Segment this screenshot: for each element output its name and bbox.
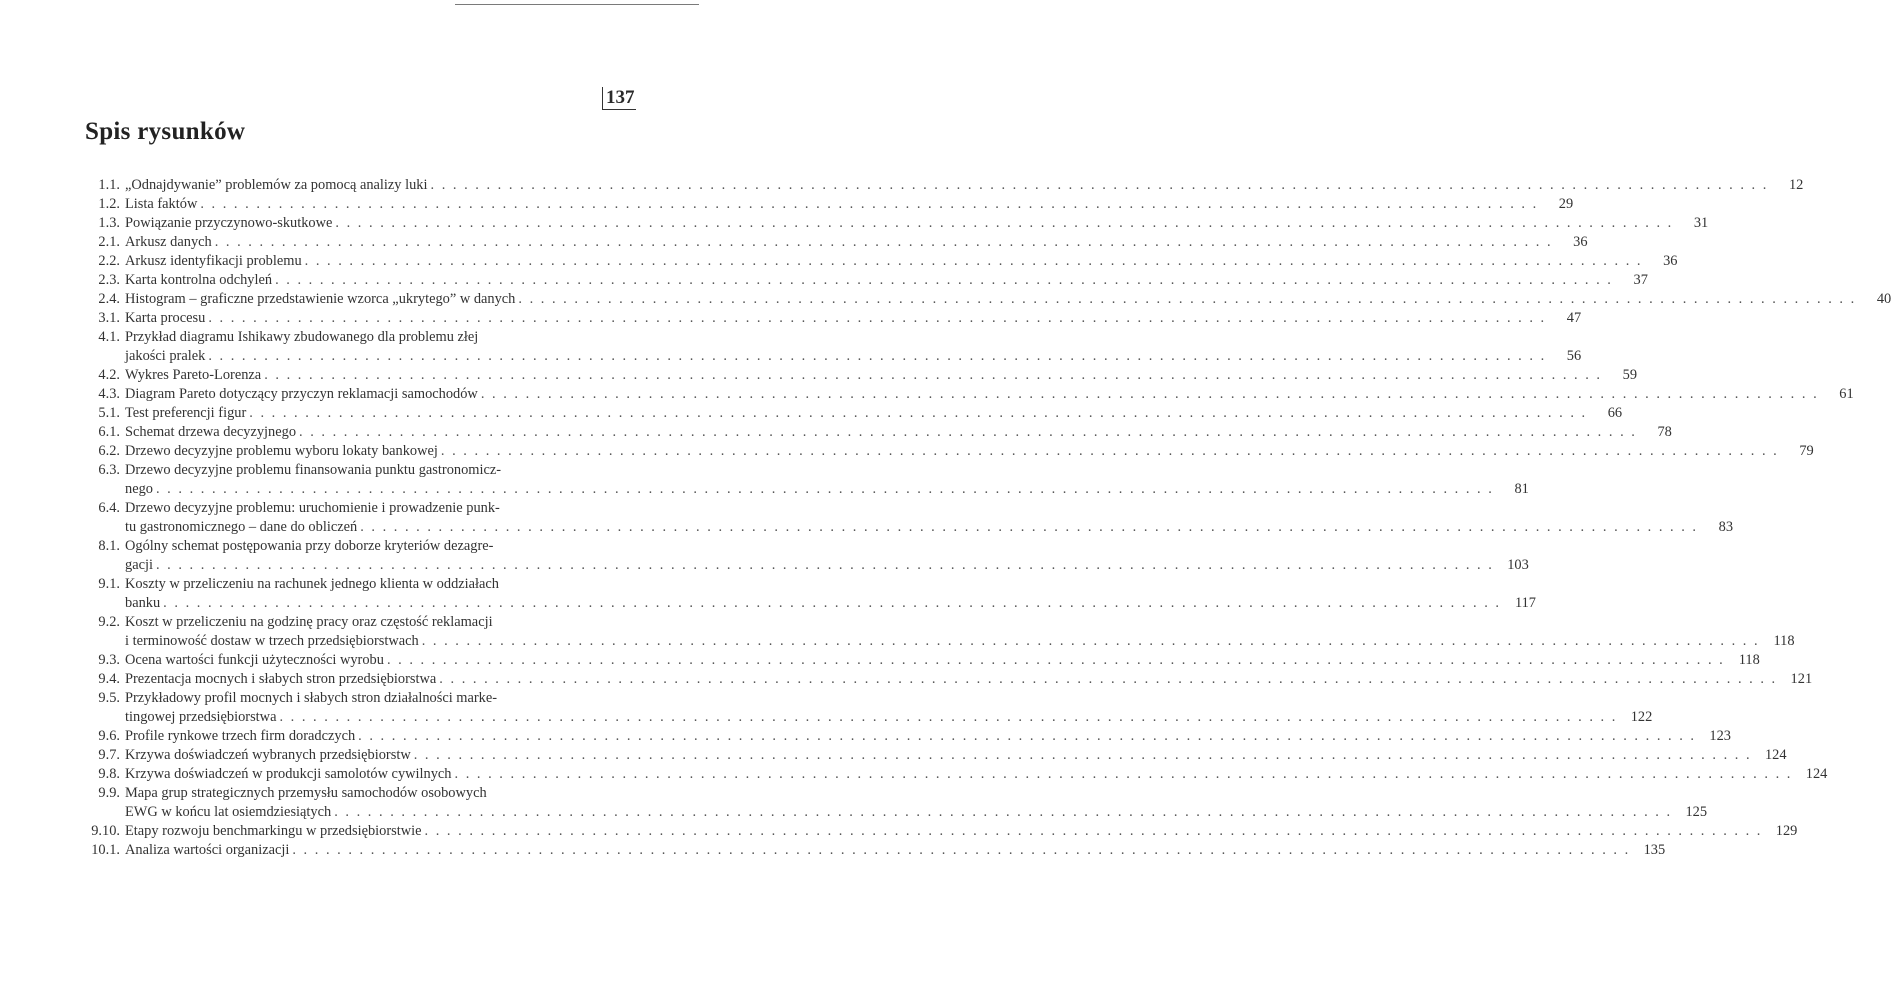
- figure-title-line: Mapa grup strategicznych przemysłu samochodów osobowych: [125, 785, 487, 801]
- figure-title-line: tingowej przedsiębiorstwa: [125, 709, 277, 725]
- page-ref: 103: [1507, 557, 1529, 573]
- figure-title-line: Arkusz identyfikacji problemu: [125, 253, 302, 269]
- figure-number: 9.3.: [98, 652, 120, 668]
- figure-number: 4.2.: [98, 367, 120, 383]
- figure-number: 9.2.: [98, 614, 120, 630]
- dot-leader: . . . . . . . . . . . . . . . . . . . . . . . . . . . . . . . . . . . . . . . . . . . . . . . . . . . . . . . . . . . . . . . . . . . . . . . . . . . . . . . . . . . . . . . . . . . . . . . . . . . . . . . . . . . . . . . . . . . . . . . .: [480, 386, 1819, 402]
- dot-leader: . . . . . . . . . . . . . . . . . . . . . . . . . . . . . . . . . . . . . . . . . . . . . . . . . . . . . . . . . . . . . . . . . . . . . . . . . . . . . . . . . . . . . . . . . . . . . . . . . . . . . . . . . . . . . . . . . . . . . . . .: [430, 177, 1769, 193]
- page-ref: 83: [1718, 519, 1734, 535]
- header-rule: [455, 4, 699, 5]
- dot-leader: . . . . . . . . . . . . . . . . . . . . . . . . . . . . . . . . . . . . . . . . . . . . . . . . . . . . . . . . . . . . . . . . . . . . . . . . . . . . . . . . . . . . . . . . . . . . . . . . . . . . . . . . . . . . . . . . . . . . . . . .: [155, 557, 1494, 573]
- figure-title-line: banku: [125, 595, 161, 611]
- figure-title-line: Krzywa doświadczeń w produkcji samolotów cywilnych: [125, 766, 452, 782]
- dot-leader: . . . . . . . . . . . . . . . . . . . . . . . . . . . . . . . . . . . . . . . . . . . . . . . . . . . . . . . . . . . . . . . . . . . . . . . . . . . . . . . . . . . . . . . . . . . . . . . . . . . . . . . . . . . . . . . . . . . . . . . .: [358, 728, 1696, 744]
- page-ref: 123: [1709, 728, 1731, 744]
- page-ref: 31: [1693, 215, 1709, 231]
- dot-leader: . . . . . . . . . . . . . . . . . . . . . . . . . . . . . . . . . . . . . . . . . . . . . . . . . . . . . . . . . . . . . . . . . . . . . . . . . . . . . . . . . . . . . . . . . . . . . . . . . . . . . . . . . . . . . . . . . . . . . . . .: [424, 823, 1763, 839]
- toc-entry: [84, 613, 1795, 651]
- page-ref: 61: [1839, 386, 1854, 402]
- toc-entry: [84, 233, 1588, 252]
- dot-leader: . . . . . . . . . . . . . . . . . . . . . . . . . . . . . . . . . . . . . . . . . . . . . . . . . . . . . . . . . . . . . . . . . . . . . . . . . . . . . . . . . . . . . . . . . . . . . . . . . . . . . . . . . . . . . . . . . . . . . . . .: [200, 196, 1539, 212]
- toc-entry: [84, 822, 1798, 841]
- figure-title-line: nego: [125, 481, 153, 497]
- figure-title-line: Arkusz danych: [125, 234, 212, 250]
- figure-number: 1.3.: [98, 215, 120, 231]
- figure-title-line: gacji: [125, 557, 153, 573]
- page-ref: 29: [1558, 196, 1574, 212]
- figure-title-line: „Odnajdywanie” problemów za pomocą analizy luki: [125, 177, 428, 193]
- figure-title-line: i terminowość dostaw w trzech przedsiębiorstwach: [125, 633, 419, 649]
- toc-entry: [84, 727, 1731, 746]
- figure-number: 9.10.: [91, 823, 120, 839]
- figure-title-line: jakości pralek: [125, 348, 206, 364]
- figure-number: 6.1.: [98, 424, 120, 440]
- figure-number: 9.9.: [98, 785, 120, 801]
- figure-title-line: Ogólny schemat postępowania przy doborze kryteriów dezagre-: [125, 538, 494, 554]
- toc-entry: [84, 385, 1854, 404]
- page-ref: 66: [1607, 405, 1623, 421]
- figure-number: 10.1.: [91, 842, 120, 858]
- figure-number: 4.3.: [98, 386, 120, 402]
- dot-leader: . . . . . . . . . . . . . . . . . . . . . . . . . . . . . . . . . . . . . . . . . . . . . . . . . . . . . . . . . . . . . . . . . . . . . . . . . . . . . . . . . . . . . . . . . . . . . . . . . . . . . . . . . . . . . . . . . . . . . . . .: [454, 766, 1793, 782]
- figure-number: 9.6.: [98, 728, 120, 744]
- page-ref: 124: [1805, 766, 1828, 782]
- dot-leader: . . . . . . . . . . . . . . . . . . . . . . . . . . . . . . . . . . . . . . . . . . . . . . . . . . . . . . . . . . . . . . . . . . . . . . . . . . . . . . . . . . . . . . . . . . . . . . . . . . . . . . . . . . . . . . . . . . . . . . . .: [214, 234, 1553, 250]
- page-ref: 56: [1566, 348, 1582, 364]
- page-ref: 117: [1514, 595, 1537, 611]
- dot-leader: . . . . . . . . . . . . . . . . . . . . . . . . . . . . . . . . . . . . . . . . . . . . . . . . . . . . . . . . . . . . . . . . . . . . . . . . . . . . . . . . . . . . . . . . . . . . . . . . . . . . . . . . . . . . . . . . . . . . . . . .: [413, 747, 1752, 763]
- figure-title-line: Przykład diagramu Ishikawy zbudowanego dla problemu złej: [125, 329, 479, 345]
- page-ref: 78: [1657, 424, 1672, 440]
- page-ref: 36: [1663, 253, 1678, 269]
- figure-number: 1.2.: [98, 196, 120, 212]
- figure-number: 9.5.: [98, 690, 120, 706]
- figure-number: 6.2.: [98, 443, 120, 459]
- toc-entry: [84, 689, 1653, 727]
- page-ref: 79: [1799, 443, 1814, 459]
- figure-title-line: tu gastronomicznego – dane do obliczeń: [125, 519, 358, 535]
- figure-title-line: Wykres Pareto-Lorenza: [125, 367, 262, 383]
- figure-number: 2.2.: [98, 253, 120, 269]
- figure-number: 4.1.: [98, 329, 120, 345]
- dot-leader: . . . . . . . . . . . . . . . . . . . . . . . . . . . . . . . . . . . . . . . . . . . . . . . . . . . . . . . . . . . . . . . . . . . . . . . . . . . . . . . . . . . . . . . . . . . . . . . . . . . . . . . . . . . . . . . . . . . . . . . .: [163, 595, 1502, 611]
- toc-entry: [84, 784, 1708, 822]
- page-ref: 135: [1643, 842, 1666, 858]
- toc-entry: [84, 214, 1709, 233]
- toc-entry: [84, 195, 1574, 214]
- page-title: Spis rysunków: [85, 118, 246, 145]
- dot-leader: . . . . . . . . . . . . . . . . . . . . . . . . . . . . . . . . . . . . . . . . . . . . . . . . . . . . . . . . . . . . . . . . . . . . . . . . . . . . . . . . . . . . . . . . . . . . . . . . . . . . . . . . . . . . . . . . . . . . . . . .: [275, 272, 1613, 288]
- dot-leader: . . . . . . . . . . . . . . . . . . . . . . . . . . . . . . . . . . . . . . . . . . . . . . . . . . . . . . . . . . . . . . . . . . . . . . . . . . . . . . . . . . . . . . . . . . . . . . . . . . . . . . . . . . . . . . . . . . . . . . . .: [439, 671, 1778, 687]
- toc-entry: [84, 252, 1678, 271]
- figure-number: 9.7.: [98, 747, 120, 763]
- toc-entry: [84, 423, 1672, 442]
- figure-number: 5.1.: [98, 405, 120, 421]
- figure-title-line: Drzewo decyzyjne problemu finansowania punktu gastronomicz-: [125, 462, 502, 478]
- figure-title-line: Lista faktów: [125, 196, 198, 212]
- figure-title-line: Profile rynkowe trzech firm doradczych: [125, 728, 356, 744]
- figure-title-line: Przykładowy profil mocnych i słabych stron działalności marke-: [125, 690, 498, 706]
- page-ref: 124: [1764, 747, 1787, 763]
- figure-title-line: Karta procesu: [125, 310, 206, 326]
- figure-number: 9.4.: [98, 671, 120, 687]
- figure-number: 3.1.: [98, 310, 120, 326]
- page-ref: 36: [1573, 234, 1588, 250]
- toc-entry: [84, 309, 1582, 328]
- page-ref: 12: [1788, 177, 1804, 193]
- dot-leader: . . . . . . . . . . . . . . . . . . . . . . . . . . . . . . . . . . . . . . . . . . . . . . . . . . . . . . . . . . . . . . . . . . . . . . . . . . . . . . . . . . . . . . . . . . . . . . . . . . . . . . . . . . . . . . . . . . . . . . . .: [360, 519, 1699, 535]
- page-ref: 122: [1630, 709, 1653, 725]
- figure-title-line: Krzywa doświadczeń wybranych przedsiębiorstw: [125, 747, 411, 763]
- dot-leader: . . . . . . . . . . . . . . . . . . . . . . . . . . . . . . . . . . . . . . . . . . . . . . . . . . . . . . . . . . . . . . . . . . . . . . . . . . . . . . . . . . . . . . . . . . . . . . . . . . . . . . . . . . . . . . . . . . . . . . . .: [518, 291, 1857, 307]
- figure-number: 8.1.: [98, 538, 120, 554]
- dot-leader: . . . . . . . . . . . . . . . . . . . . . . . . . . . . . . . . . . . . . . . . . . . . . . . . . . . . . . . . . . . . . . . . . . . . . . . . . . . . . . . . . . . . . . . . . . . . . . . . . . . . . . . . . . . . . . . . . . . . . . . .: [292, 842, 1631, 858]
- dot-leader: . . . . . . . . . . . . . . . . . . . . . . . . . . . . . . . . . . . . . . . . . . . . . . . . . . . . . . . . . . . . . . . . . . . . . . . . . . . . . . . . . . . . . . . . . . . . . . . . . . . . . . . . . . . . . . . . . . . . . . . .: [249, 405, 1588, 421]
- dot-leader: . . . . . . . . . . . . . . . . . . . . . . . . . . . . . . . . . . . . . . . . . . . . . . . . . . . . . . . . . . . . . . . . . . . . . . . . . . . . . . . . . . . . . . . . . . . . . . . . . . . . . . . . . . . . . . . . . . . . . . . .: [299, 424, 1637, 440]
- figure-number: 9.1.: [98, 576, 120, 592]
- dot-leader: . . . . . . . . . . . . . . . . . . . . . . . . . . . . . . . . . . . . . . . . . . . . . . . . . . . . . . . . . . . . . . . . . . . . . . . . . . . . . . . . . . . . . . . . . . . . . . . . . . . . . . . . . . . . . . . . . . . . . . . .: [208, 310, 1547, 326]
- list-of-figures: [84, 176, 1891, 860]
- figure-title-line: Ocena wartości funkcji użyteczności wyrobu: [125, 652, 384, 668]
- figure-title-line: Powiązanie przyczynowo-skutkowe: [125, 215, 333, 231]
- figure-title-line: Drzewo decyzyjne problemu: uruchomienie i prowadzenie punk-: [125, 500, 500, 516]
- figure-title-line: Drzewo decyzyjne problemu wyboru lokaty bankowej: [125, 443, 438, 459]
- figure-number: 6.3.: [98, 462, 120, 478]
- page-ref: 47: [1566, 310, 1582, 326]
- figure-number: 2.4.: [98, 291, 120, 307]
- toc-entry: [84, 176, 1804, 195]
- toc-entry: [84, 537, 1529, 575]
- dot-leader: . . . . . . . . . . . . . . . . . . . . . . . . . . . . . . . . . . . . . . . . . . . . . . . . . . . . . . . . . . . . . . . . . . . . . . . . . . . . . . . . . . . . . . . . . . . . . . . . . . . . . . . . . . . . . . . . . . . . . . . .: [335, 215, 1674, 231]
- toc-entry: [84, 366, 1638, 385]
- figure-title-line: Schemat drzewa decyzyjnego: [125, 424, 297, 440]
- figure-number: 2.1.: [98, 234, 120, 250]
- figure-title-line: Prezentacja mocnych i słabych stron przedsiębiorstwa: [125, 671, 437, 687]
- toc-entry: [84, 575, 1537, 613]
- page-ref: 118: [1773, 633, 1795, 649]
- figure-title-line: Koszt w przeliczeniu na godzinę pracy oraz częstość reklamacji: [125, 614, 493, 630]
- page-ref: 129: [1775, 823, 1798, 839]
- toc-entry: [84, 271, 1648, 290]
- toc-entry: [84, 841, 1666, 860]
- toc-entry: [84, 461, 1529, 499]
- page-ref: 40: [1876, 291, 1891, 307]
- dot-leader: . . . . . . . . . . . . . . . . . . . . . . . . . . . . . . . . . . . . . . . . . . . . . . . . . . . . . . . . . . . . . . . . . . . . . . . . . . . . . . . . . . . . . . . . . . . . . . . . . . . . . . . . . . . . . . . . . . . . . . . .: [155, 481, 1494, 497]
- page-ref: 118: [1738, 652, 1760, 668]
- dot-leader: . . . . . . . . . . . . . . . . . . . . . . . . . . . . . . . . . . . . . . . . . . . . . . . . . . . . . . . . . . . . . . . . . . . . . . . . . . . . . . . . . . . . . . . . . . . . . . . . . . . . . . . . . . . . . . . . . . . . . . . .: [304, 253, 1643, 269]
- page-number: 137: [602, 87, 636, 110]
- figure-number: 9.8.: [98, 766, 120, 782]
- toc-entry: [84, 328, 1582, 366]
- dot-leader: . . . . . . . . . . . . . . . . . . . . . . . . . . . . . . . . . . . . . . . . . . . . . . . . . . . . . . . . . . . . . . . . . . . . . . . . . . . . . . . . . . . . . . . . . . . . . . . . . . . . . . . . . . . . . . . . . . . . . . . .: [208, 348, 1547, 364]
- figure-title-line: Karta kontrolna odchyleń: [125, 272, 273, 288]
- toc-entry: [84, 765, 1828, 784]
- page-ref: 125: [1685, 804, 1708, 820]
- dot-leader: . . . . . . . . . . . . . . . . . . . . . . . . . . . . . . . . . . . . . . . . . . . . . . . . . . . . . . . . . . . . . . . . . . . . . . . . . . . . . . . . . . . . . . . . . . . . . . . . . . . . . . . . . . . . . . . . . . . . . . . .: [440, 443, 1779, 459]
- toc-entry: [84, 670, 1813, 689]
- toc-entry: [84, 746, 1787, 765]
- figure-title-line: Diagram Pareto dotyczący przyczyn reklamacji samochodów: [125, 386, 478, 402]
- page-ref: 81: [1514, 481, 1529, 497]
- figure-number: 6.4.: [98, 500, 120, 516]
- figure-title-line: Analiza wartości organizacji: [125, 842, 290, 858]
- figure-number: 2.3.: [98, 272, 120, 288]
- figure-title-line: Koszty w przeliczeniu na rachunek jednego klienta w oddziałach: [125, 576, 500, 592]
- dot-leader: . . . . . . . . . . . . . . . . . . . . . . . . . . . . . . . . . . . . . . . . . . . . . . . . . . . . . . . . . . . . . . . . . . . . . . . . . . . . . . . . . . . . . . . . . . . . . . . . . . . . . . . . . . . . . . . . . . . . . . . .: [386, 652, 1725, 668]
- toc-entry: [84, 499, 1734, 537]
- figure-title-line: Etapy rozwoju benchmarkingu w przedsiębiorstwie: [125, 823, 422, 839]
- dot-leader: . . . . . . . . . . . . . . . . . . . . . . . . . . . . . . . . . . . . . . . . . . . . . . . . . . . . . . . . . . . . . . . . . . . . . . . . . . . . . . . . . . . . . . . . . . . . . . . . . . . . . . . . . . . . . . . . . . . . . . . .: [264, 367, 1603, 383]
- page-ref: 121: [1790, 671, 1813, 687]
- dot-leader: . . . . . . . . . . . . . . . . . . . . . . . . . . . . . . . . . . . . . . . . . . . . . . . . . . . . . . . . . . . . . . . . . . . . . . . . . . . . . . . . . . . . . . . . . . . . . . . . . . . . . . . . . . . . . . . . . . . . . . . .: [421, 633, 1760, 649]
- toc-entry: [84, 290, 1891, 309]
- dot-leader: . . . . . . . . . . . . . . . . . . . . . . . . . . . . . . . . . . . . . . . . . . . . . . . . . . . . . . . . . . . . . . . . . . . . . . . . . . . . . . . . . . . . . . . . . . . . . . . . . . . . . . . . . . . . . . . . . . . . . . . .: [334, 804, 1673, 820]
- figure-title-line: Histogram – graficzne przedstawienie wzorca „ukrytego” w danych: [125, 291, 516, 307]
- toc-entry: [84, 404, 1623, 423]
- figure-number: 1.1.: [98, 177, 120, 193]
- page-ref: 37: [1633, 272, 1648, 288]
- toc-entry: [84, 442, 1814, 461]
- figure-title-line: EWG w końcu lat osiemdziesiątych: [125, 804, 332, 820]
- dot-leader: . . . . . . . . . . . . . . . . . . . . . . . . . . . . . . . . . . . . . . . . . . . . . . . . . . . . . . . . . . . . . . . . . . . . . . . . . . . . . . . . . . . . . . . . . . . . . . . . . . . . . . . . . . . . . . . . . . . . . . . .: [279, 709, 1618, 725]
- figure-title-line: Test preferencji figur: [125, 405, 247, 421]
- toc-entry: [84, 651, 1760, 670]
- page-ref: 59: [1622, 367, 1638, 383]
